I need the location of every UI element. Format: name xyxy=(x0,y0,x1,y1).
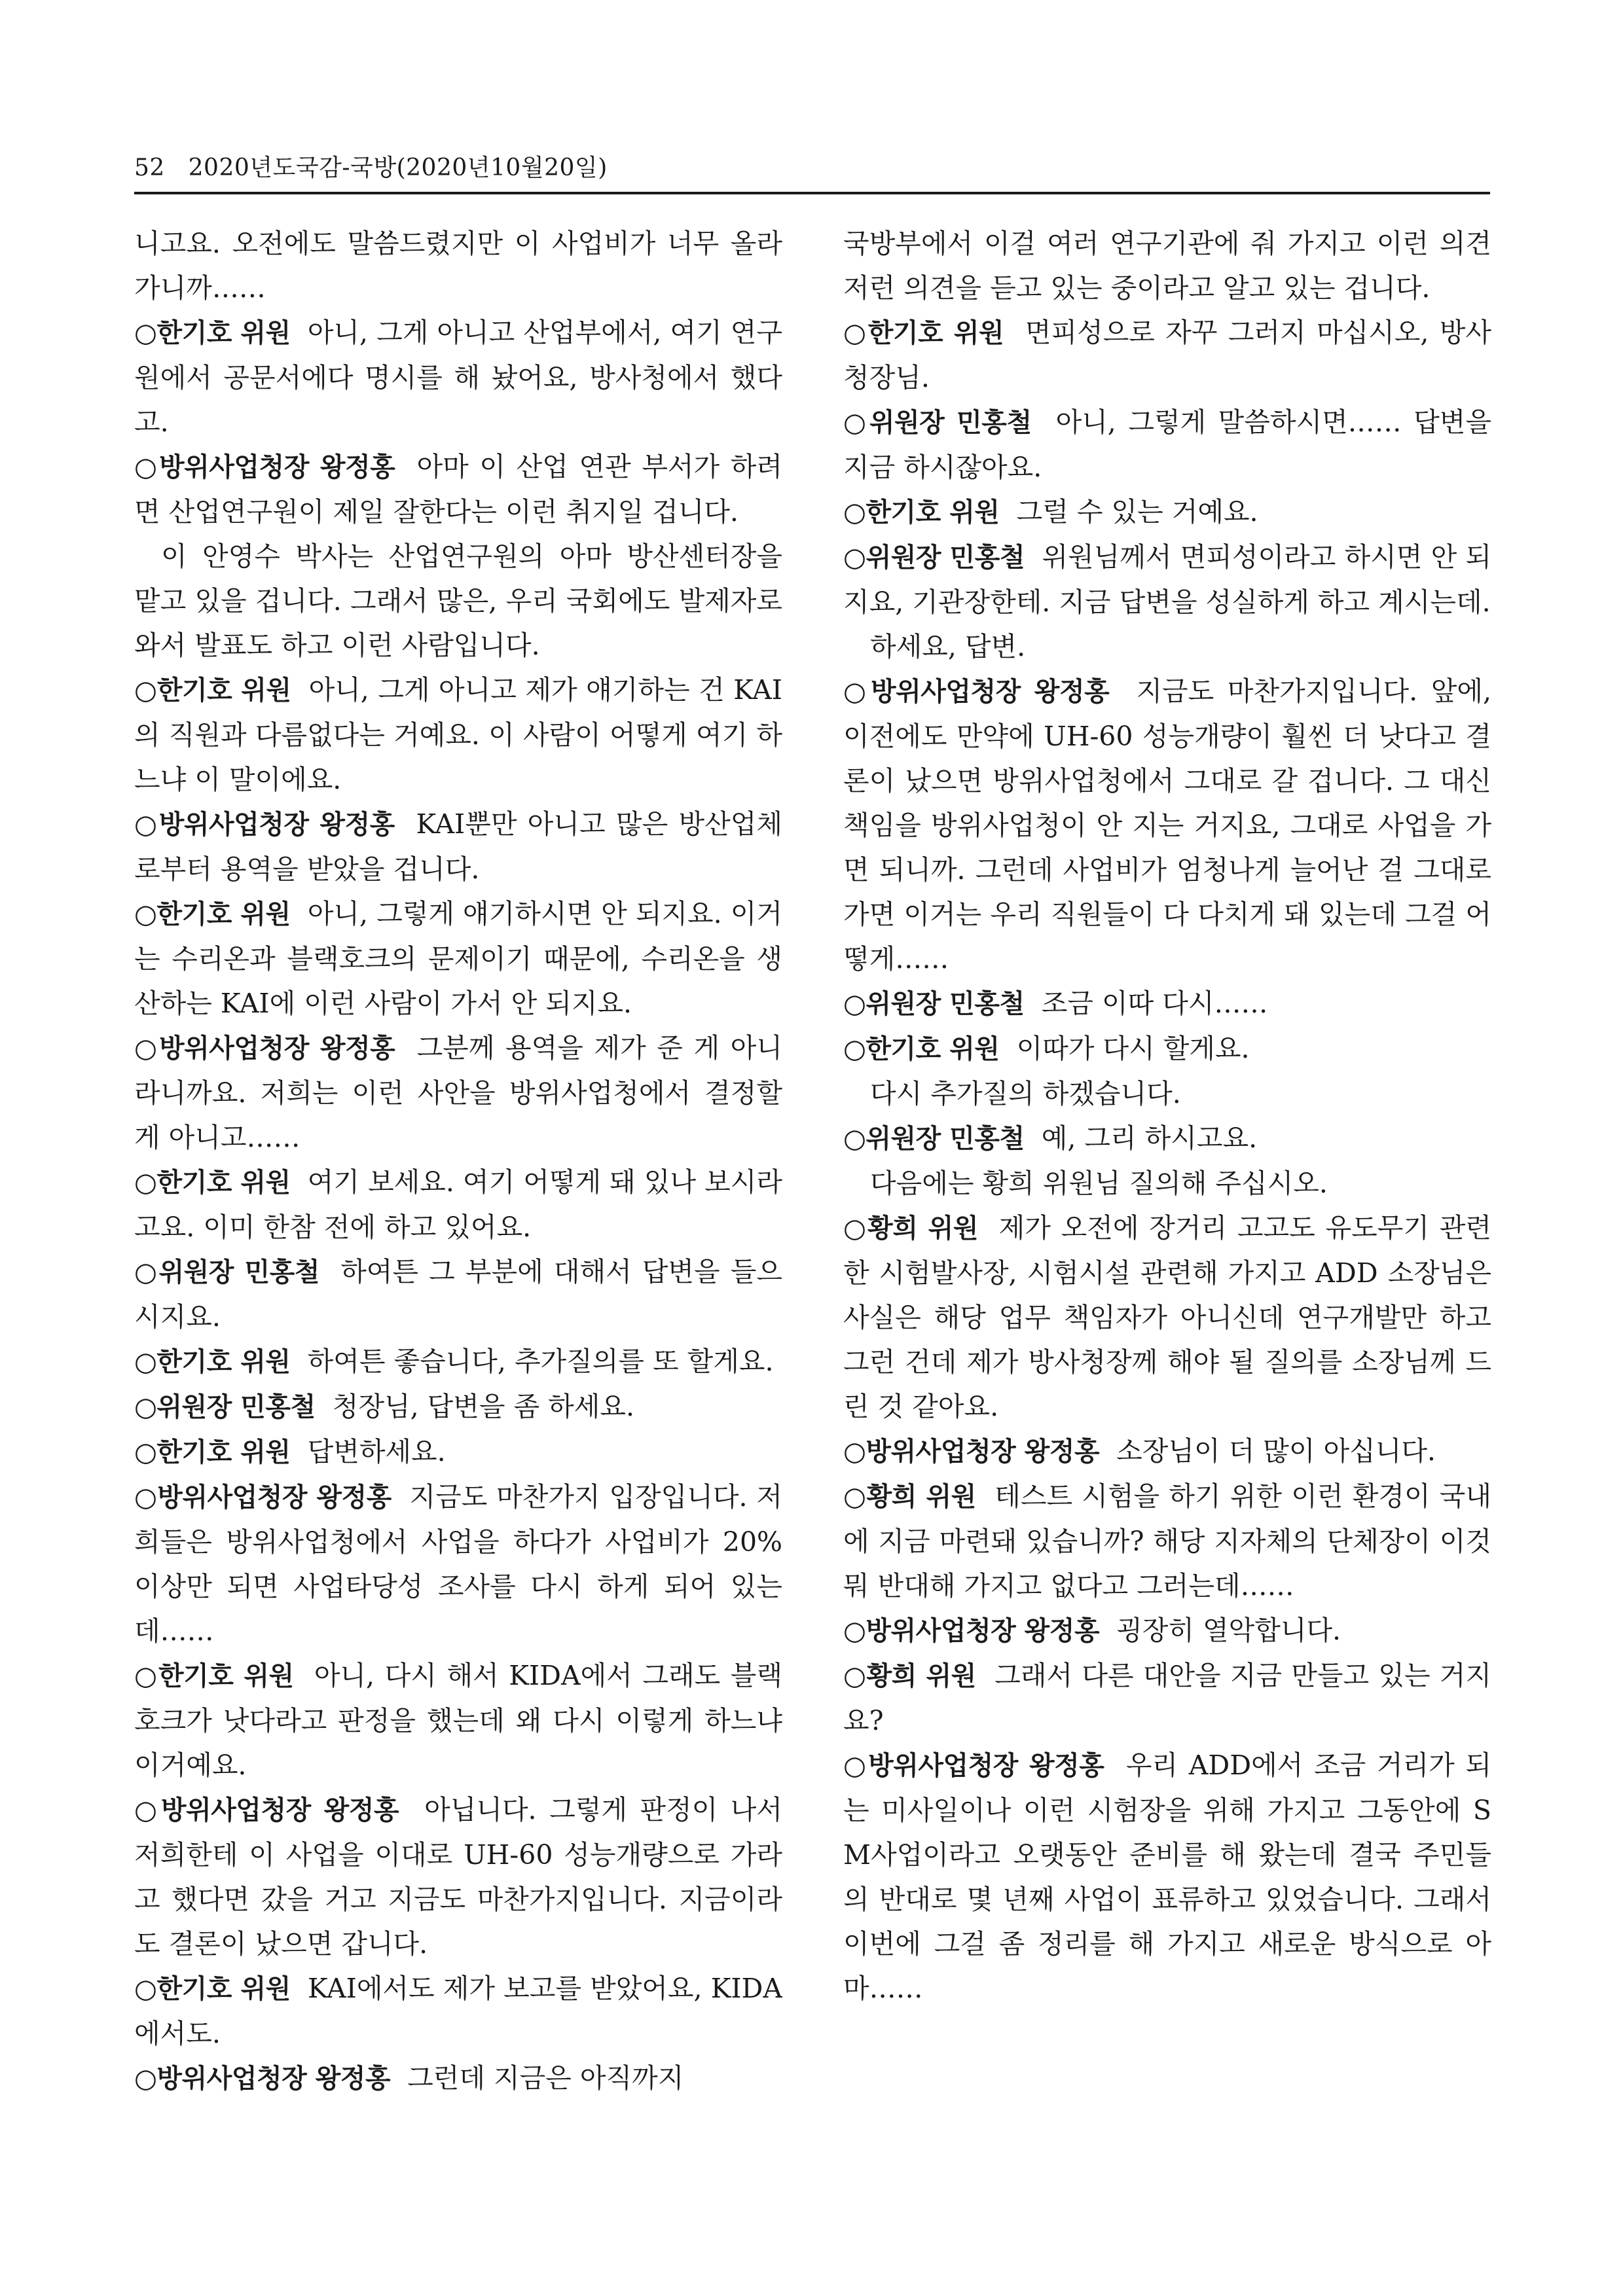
transcript-paragraph xyxy=(134,1384,782,1429)
speaker-name: ○위원장 민홍철 xyxy=(843,543,1025,573)
speech-text: 하세요, 답변. xyxy=(870,631,1026,662)
speaker-name: ○한기호 위원 xyxy=(843,318,1004,348)
speech-text: 답변하세요. xyxy=(307,1436,446,1467)
transcript-paragraph xyxy=(134,1653,782,1787)
speech-text: 아니, 그렇게 얘기하시면 안 되지요. 이거는 수리온과 블랙호크의 문제이기 때문에, 수리온을 생산하는 KAI에 이런 사람이 가서 안 되지요. xyxy=(134,898,782,1019)
transcript-paragraph xyxy=(843,1474,1491,1608)
speaker-name: ○한기호 위원 xyxy=(843,497,1000,528)
transcript-paragraph xyxy=(843,669,1491,981)
speech-text: 그래서 다른 대안을 지금 만들고 있는 거지요? xyxy=(843,1660,1491,1736)
speech-text: 면피성으로 자꾸 그러지 마십시오, 방사청장님. xyxy=(843,317,1491,393)
speech-text: 아니, 그게 아니고 산업부에서, 여기 연구원에서 공문서에다 명시를 해 놨어요, 방사청에서 했다고. xyxy=(134,317,782,438)
speech-text: 이 안영수 박사는 산업연구원의 아마 방산센터장을 맡고 있을 겁니다. 그래서 많은, 우리 국회에도 발제자로 와서 발표도 하고 이런 사람입니다. xyxy=(134,541,782,661)
speech-text: 굉장히 열악합니다. xyxy=(1116,1615,1341,1646)
speech-text: 위원님께서 면피성이라고 하시면 안 되지요, 기관장한테. 지금 답변을 성실하게 하고 계시는데. xyxy=(843,541,1491,618)
transcript-paragraph xyxy=(843,1116,1491,1161)
speaker-name: ○방위사업청장 왕정홍 xyxy=(134,1033,395,1064)
left-column xyxy=(134,221,782,2217)
transcript-paragraph xyxy=(134,802,782,891)
speaker-name: ○방위사업청장 왕정홍 xyxy=(134,1795,399,1825)
speaker-name: ○방위사업청장 왕정홍 xyxy=(134,2064,391,2094)
speech-text: 이따가 다시 할게요. xyxy=(1016,1033,1250,1064)
transcript-paragraph xyxy=(843,1026,1491,1071)
speaker-name: ○한기호 위원 xyxy=(134,1347,291,1377)
speaker-name: ○황희 위원 xyxy=(843,1661,976,1691)
speaker-name: ○방위사업청장 왕정홍 xyxy=(843,677,1110,707)
speaker-name: ○방위사업청장 왕정홍 xyxy=(843,1437,1100,1467)
transcript-paragraph xyxy=(134,310,782,444)
document-title: 2020년도국감-국방(2020년10월20일) xyxy=(188,154,608,181)
transcript-paragraph xyxy=(134,891,782,1026)
transcript-paragraph xyxy=(134,1249,782,1339)
speech-text: 하여튼 좋습니다, 추가질의를 또 할게요. xyxy=(307,1346,774,1377)
transcript-paragraph xyxy=(843,490,1491,535)
speech-text: 그런데 지금은 아직까지 xyxy=(407,2062,684,2094)
speaker-name: ○방위사업청장 왕정홍 xyxy=(843,1616,1100,1646)
header-divider xyxy=(134,192,1490,194)
speech-text: 아니, 그렇게 말씀하시면…… 답변을 지금 하시잖아요. xyxy=(843,406,1491,483)
speech-text: 아닙니다. 그렇게 판정이 나서 저희한테 이 사업을 이대로 UH-60 성능개량으로 가라고 했다면 갔을 거고 지금도 마찬가지입니다. 지금이라도 결론이 났으면 갑니다. xyxy=(134,1794,782,1960)
transcript-paragraph xyxy=(134,1339,782,1384)
speech-text: 다시 추가질의 하겠습니다. xyxy=(870,1078,1181,1109)
speech-text: 조금 이따 다시…… xyxy=(1041,988,1268,1019)
transcript-paragraph xyxy=(134,1160,782,1249)
speaker-name: ○한기호 위원 xyxy=(134,318,291,348)
speech-text: 여기 보세요. 여기 어떻게 돼 있나 보시라고요. 이미 한참 전에 하고 있어요. xyxy=(134,1166,782,1243)
speech-text: 니고요. 오전에도 말씀드렸지만 이 사업비가 너무 올라가니까…… xyxy=(134,228,782,304)
speaker-name: ○한기호 위원 xyxy=(134,675,291,706)
page-header xyxy=(134,149,608,183)
transcript-paragraph xyxy=(843,1743,1491,2011)
speaker-name: ○방위사업청장 왕정홍 xyxy=(843,1751,1104,1781)
speaker-name: ○한기호 위원 xyxy=(134,1437,291,1467)
speech-text: 예, 그리 하시고요. xyxy=(1041,1122,1258,1154)
transcript-paragraph xyxy=(843,981,1491,1026)
speaker-name: ○위원장 민홍철 xyxy=(134,1257,319,1287)
speech-text: 청장님, 답변을 좀 하세요. xyxy=(332,1391,634,1422)
speaker-name: ○위원장 민홍철 xyxy=(843,1124,1025,1154)
transcript-paragraph xyxy=(134,1966,782,2056)
speech-text: 그럴 수 있는 거예요. xyxy=(1016,496,1258,528)
speaker-name: ○한기호 위원 xyxy=(843,1034,1000,1064)
speech-text: 테스트 시험을 하기 위한 이런 환경이 국내에 지금 마련돼 있습니까? 해당 지자체의 단체장이 이것 뭐 반대해 가지고 없다고 그러는데…… xyxy=(843,1480,1491,1602)
speech-text: 아니, 그게 아니고 제가 얘기하는 건 KAI의 직원과 다름없다는 거예요. 이 사람이 어떻게 여기 하느냐 이 말이에요. xyxy=(134,674,782,795)
transcript-paragraph xyxy=(843,1161,1491,1206)
transcript-paragraph xyxy=(843,624,1491,669)
transcript-paragraph xyxy=(843,221,1491,310)
transcript-paragraph xyxy=(843,1608,1491,1653)
speech-text: KAI에서도 제가 보고를 받았어요, KIDA에서도. xyxy=(134,1973,782,2049)
transcript-paragraph xyxy=(134,668,782,802)
speech-text: 그분께 용역을 제가 준 게 아니라니까요. 저희는 이런 사안을 방위사업청에서 결정할 게 아니고…… xyxy=(134,1032,782,1153)
speaker-name: ○방위사업청장 왕정홍 xyxy=(134,1482,392,1513)
speaker-name: ○위원장 민홍철 xyxy=(843,989,1025,1019)
speech-text: 국방부에서 이걸 여러 연구기관에 줘 가지고 이런 의견 저런 의견을 듣고 있는 중이라고 알고 있는 겁니다. xyxy=(843,228,1491,304)
speaker-name: ○황희 위원 xyxy=(843,1213,978,1244)
speech-text: 우리 ADD에서 조금 거리가 되는 미사일이나 이런 시험장을 위해 가지고 그동안에 SM사업이라고 오랫동안 준비를 해 왔는데 결국 주민들의 반대로 몇 년째 사업이 표류하고 있었습니다. 그래서 이번에 그걸 좀 정리를 해 가지고 새로운 방식으로 아마…… xyxy=(843,1749,1491,2004)
speech-text: 아마 이 산업 연관 부서가 하려면 산업연구원이 제일 잘한다는 이런 취지일 겁니다. xyxy=(134,451,782,528)
transcript-paragraph xyxy=(134,534,782,668)
speech-text: 아니, 다시 해서 KIDA에서 그래도 블랙호크가 낫다라고 판정을 했는데 왜 다시 이렇게 하느냐 이거예요. xyxy=(134,1660,782,1781)
transcript-paragraph xyxy=(843,400,1491,490)
speech-text: 지금도 마찬가지입니다. 앞에, 이전에도 만약에 UH-60 성능개량이 훨씬 더 낫다고 결론이 났으면 방위사업청에서 그대로 갈 겁니다. 그 대신 책임을 방위사업청이 안 지는 거지요, 그대로 사업을 가면 되니까. 그런데 사업비가 엄청나게 늘어난 걸 그대로 가면 이거는 우리 직원들이 다 다치게 돼 있는데 그걸 어떻게…… xyxy=(843,675,1491,975)
transcript-paragraph xyxy=(134,1429,782,1475)
speaker-name: ○방위사업청장 왕정홍 xyxy=(134,452,395,482)
speaker-name: ○황희 위원 xyxy=(843,1482,976,1512)
transcript-paragraph xyxy=(134,2056,782,2101)
speaker-name: ○한기호 위원 xyxy=(134,1974,291,2004)
page-number: 52 xyxy=(134,154,165,181)
speech-text: 하여튼 그 부분에 대해서 답변을 들으시지요. xyxy=(134,1256,782,1333)
transcript-paragraph xyxy=(134,444,782,534)
speech-text: 지금도 마찬가지 입장입니다. 저희들은 방위사업청에서 사업을 하다가 사업비가 20% 이상만 되면 사업타당성 조사를 다시 하게 되어 있는데…… xyxy=(134,1481,782,1647)
speaker-name: ○한기호 위원 xyxy=(134,899,291,929)
speaker-name: ○위원장 민홍철 xyxy=(843,408,1032,438)
speech-text: KAI뿐만 아니고 많은 방산업체로부터 용역을 받았을 겁니다. xyxy=(134,808,782,885)
speech-text: 소장님이 더 많이 아십니다. xyxy=(1116,1435,1436,1467)
speaker-name: ○방위사업청장 왕정홍 xyxy=(134,810,395,840)
speaker-name: ○위원장 민홍철 xyxy=(134,1392,316,1422)
speech-text: 다음에는 황희 위원님 질의해 주십시오. xyxy=(870,1168,1328,1199)
transcript-paragraph xyxy=(843,535,1491,624)
speaker-name: ○한기호 위원 xyxy=(134,1168,291,1198)
transcript-paragraph xyxy=(134,1026,782,1160)
transcript-paragraph xyxy=(843,1071,1491,1116)
transcript-paragraph xyxy=(134,1787,782,1966)
transcript-paragraph xyxy=(843,310,1491,400)
transcript-paragraph xyxy=(843,1653,1491,1743)
transcript-paragraph xyxy=(843,1206,1491,1429)
transcript-paragraph xyxy=(843,1429,1491,1474)
transcript-paragraph xyxy=(134,221,782,310)
transcript-paragraph xyxy=(134,1475,782,1653)
speech-text: 제가 오전에 장거리 고고도 유도무기 관련한 시험발사장, 시험시설 관련해 가지고 ADD 소장님은 사실은 해당 업무 책임자가 아니신데 연구개발만 하고 그런 건데 제가 방사청장께 해야 될 질의를 소장님께 드린 것 같아요. xyxy=(843,1212,1491,1422)
right-column xyxy=(843,221,1491,2217)
speaker-name: ○한기호 위원 xyxy=(134,1661,294,1691)
